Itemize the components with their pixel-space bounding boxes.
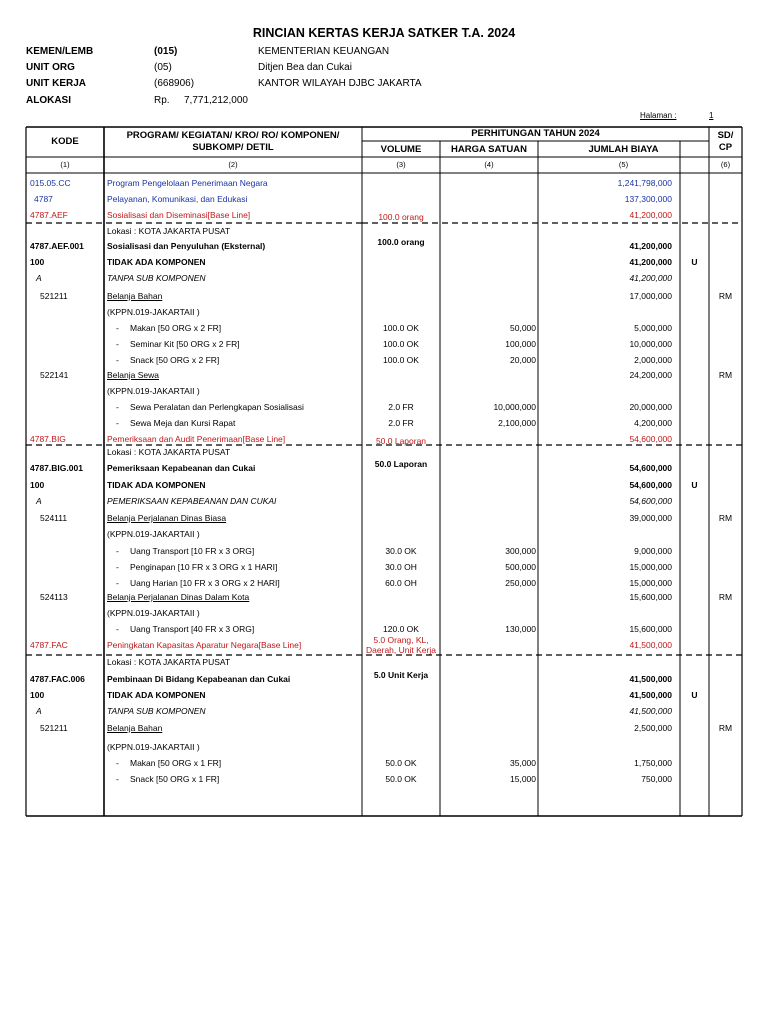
- row-description: Sosialisasi dan Diseminasi[Base Line]: [107, 210, 251, 220]
- row-description: Belanja Perjalanan Dinas Biasa: [107, 513, 227, 523]
- halaman-label: Halaman :: [640, 111, 677, 120]
- row-description: Lokasi : KOTA JAKARTA PUSAT: [107, 447, 231, 457]
- row-jumlah-biaya: 1,241,798,000: [617, 178, 672, 188]
- header-harga-satuan: HARGA SATUAN: [451, 144, 527, 155]
- row-sumber-dana: RM: [718, 513, 733, 523]
- row-description: Snack [50 ORG x 2 FR]: [130, 355, 220, 365]
- row-jumlah-biaya: 5,000,000: [634, 323, 672, 333]
- row-harga-satuan: 2,100,000: [498, 418, 536, 428]
- meta-value: 7,771,212,000: [184, 95, 248, 106]
- row-kode: A: [36, 273, 42, 283]
- row-jumlah-biaya: 17,000,000: [629, 291, 672, 301]
- header-sdcp-line2: CP: [718, 142, 733, 153]
- row-volume: 100.0 orang: [378, 212, 424, 222]
- row-description: Lokasi : KOTA JAKARTA PUSAT: [107, 657, 231, 667]
- row-sumber-dana: U: [691, 690, 698, 700]
- column-number: (4): [484, 160, 494, 169]
- row-description: Uang Harian [10 FR x 3 ORG x 2 HARI]: [130, 578, 280, 588]
- row-kode: 521211: [40, 723, 68, 733]
- row-harga-satuan: 500,000: [505, 562, 536, 572]
- row-sumber-dana: RM: [718, 291, 733, 301]
- row-description: Belanja Sewa: [107, 370, 159, 380]
- row-volume: 50.0 Laporan: [375, 436, 427, 446]
- row-kode: A: [36, 706, 42, 716]
- column-number: (3): [396, 160, 406, 169]
- detail-bullet: -: [116, 339, 119, 349]
- row-description: Pembinaan Di Bidang Kepabeanan dan Cukai: [107, 674, 291, 684]
- row-harga-satuan: 35,000: [510, 758, 536, 768]
- detail-bullet: -: [116, 624, 119, 634]
- row-kode: A: [36, 496, 42, 506]
- row-jumlah-biaya: 4,200,000: [634, 418, 672, 428]
- row-jumlah-biaya: 54,600,000: [629, 434, 672, 444]
- header-program-line1: PROGRAM/ KEGIATAN/ KRO/ RO/ KOMPONEN/: [126, 130, 340, 141]
- row-kode: 4787.AEF.001: [30, 241, 84, 251]
- row-description: Belanja Bahan: [107, 723, 163, 733]
- row-kode: 100: [30, 480, 45, 490]
- meta-code: (05): [154, 62, 172, 73]
- row-jumlah-biaya: 15,600,000: [629, 592, 672, 602]
- row-description: TIDAK ADA KOMPONEN: [107, 690, 206, 700]
- row-volume: 2.0 FR: [388, 402, 414, 412]
- row-jumlah-biaya: 54,600,000: [629, 480, 672, 490]
- column-number: (6): [720, 160, 731, 169]
- row-description: Pemeriksaan Kepabeanan dan Cukai: [107, 463, 256, 473]
- row-volume: 50.0 Laporan: [374, 459, 428, 469]
- row-description: Pelayanan, Komunikasi, dan Edukasi: [107, 194, 248, 204]
- row-jumlah-biaya: 41,500,000: [629, 690, 672, 700]
- row-description: Sosialisasi dan Penyuluhan (Eksternal): [107, 241, 266, 251]
- row-harga-satuan: 130,000: [505, 624, 536, 634]
- meta-value: KANTOR WILAYAH DJBC JAKARTA: [258, 78, 422, 89]
- row-kode: 4787.FAC: [30, 640, 68, 650]
- row-sumber-dana: RM: [718, 370, 733, 380]
- row-kode: 4787.BIG: [30, 434, 66, 444]
- row-description: Belanja Bahan: [107, 291, 163, 301]
- row-volume: 120.0 OK: [383, 624, 419, 634]
- row-harga-satuan: 300,000: [505, 546, 536, 556]
- row-description: PEMERIKSAAN KEPABEANAN DAN CUKAI: [107, 496, 277, 506]
- row-volume: 5.0 Unit Kerja: [373, 670, 429, 680]
- row-description: Sewa Meja dan Kursi Rapat: [130, 418, 236, 428]
- detail-bullet: -: [116, 355, 119, 365]
- row-description: Makan [50 ORG x 1 FR]: [130, 758, 222, 768]
- detail-bullet: -: [116, 774, 119, 784]
- column-number: (1): [60, 160, 70, 169]
- row-description: Pemeriksaan dan Audit Penerimaan[Base Line]: [107, 434, 286, 444]
- row-description: Uang Transport [40 FR x 3 ORG]: [130, 624, 255, 634]
- header-program-line2: SUBKOMP/ DETIL: [192, 142, 274, 153]
- row-jumlah-biaya: 15,000,000: [629, 562, 672, 572]
- row-description: Uang Transport [10 FR x 3 ORG]: [130, 546, 255, 556]
- row-jumlah-biaya: 41,500,000: [629, 674, 672, 684]
- header-perhitungan: PERHITUNGAN TAHUN 2024: [471, 128, 600, 139]
- meta-value: KEMENTERIAN KEUANGAN: [258, 46, 390, 57]
- row-description: Peningkatan Kapasitas Aparatur Negara[Base Line]: [107, 640, 302, 650]
- detail-bullet: -: [116, 758, 119, 768]
- row-harga-satuan: 20,000: [510, 355, 536, 365]
- row-jumlah-biaya: 24,200,000: [629, 370, 672, 380]
- row-jumlah-biaya: 10,000,000: [629, 339, 672, 349]
- row-jumlah-biaya: 41,200,000: [629, 210, 672, 220]
- row-kode: 4787.AEF: [30, 210, 68, 220]
- row-volume: 30.0 OH: [385, 562, 417, 572]
- row-kode: 4787.FAC.006: [30, 674, 85, 684]
- row-description: (KPPN.019-JAKARTAII ): [107, 742, 200, 752]
- row-kode: 524111: [40, 513, 68, 523]
- row-volume: 2.0 FR: [388, 418, 414, 428]
- row-jumlah-biaya: 1,750,000: [634, 758, 672, 768]
- meta-code: Rp.: [154, 95, 170, 106]
- meta-code: (668906): [154, 78, 195, 89]
- row-harga-satuan: 100,000: [505, 339, 536, 349]
- row-jumlah-biaya: 41,200,000: [629, 257, 672, 267]
- row-jumlah-biaya: 750,000: [641, 774, 672, 784]
- row-jumlah-biaya: 41,200,000: [629, 273, 672, 283]
- row-jumlah-biaya: 54,600,000: [629, 463, 672, 473]
- header-jumlah-biaya: JUMLAH BIAYA: [588, 144, 659, 155]
- row-kode: 015.05.CC: [30, 178, 71, 188]
- row-jumlah-biaya: 15,600,000: [629, 624, 672, 634]
- row-jumlah-biaya: 137,300,000: [624, 194, 672, 204]
- row-description: (KPPN.019-JAKARTAII ): [107, 307, 200, 317]
- row-volume: 100.0 OK: [383, 323, 419, 333]
- row-harga-satuan: 250,000: [505, 578, 536, 588]
- row-description: Snack [50 ORG x 1 FR]: [130, 774, 220, 784]
- row-harga-satuan: 10,000,000: [493, 402, 536, 412]
- row-harga-satuan: 15,000: [510, 774, 536, 784]
- row-jumlah-biaya: 9,000,000: [634, 546, 672, 556]
- row-volume: 50.0 OK: [385, 774, 417, 784]
- detail-bullet: -: [116, 402, 119, 412]
- meta-label: KEMEN/LEMB: [26, 46, 94, 57]
- row-kode: 524113: [40, 592, 68, 602]
- row-volume: 100.0 OK: [383, 355, 419, 365]
- header-kode: KODE: [51, 136, 79, 147]
- row-description: Seminar Kit [50 ORG x 2 FR]: [130, 339, 240, 349]
- row-sumber-dana: U: [691, 480, 698, 490]
- row-jumlah-biaya: 41,500,000: [629, 640, 672, 650]
- row-sumber-dana: RM: [718, 592, 733, 602]
- row-jumlah-biaya: 2,000,000: [634, 355, 672, 365]
- meta-code: (015): [154, 46, 178, 57]
- row-jumlah-biaya: 39,000,000: [629, 513, 672, 523]
- meta-label: UNIT KERJA: [26, 78, 87, 89]
- header-sdcp-line1: SD/: [717, 130, 734, 141]
- row-description: Lokasi : KOTA JAKARTA PUSAT: [107, 226, 231, 236]
- row-sumber-dana: U: [691, 257, 698, 267]
- row-description: Sewa Peralatan dan Perlengkapan Sosialisasi: [130, 402, 304, 412]
- row-description: Makan [50 ORG x 2 FR]: [130, 323, 222, 333]
- row-description: (KPPN.019-JAKARTAII ): [107, 529, 200, 539]
- row-description: Penginapan [10 FR x 3 ORG x 1 HARI]: [130, 562, 278, 572]
- detail-bullet: -: [116, 562, 119, 572]
- detail-bullet: -: [116, 546, 119, 556]
- row-volume: 100.0 OK: [383, 339, 419, 349]
- row-jumlah-biaya: 41,500,000: [629, 706, 672, 716]
- row-kode: 521211: [40, 291, 68, 301]
- row-volume: 5.0 Orang, KL, Daerah, Unit Kerja: [366, 635, 436, 655]
- detail-bullet: -: [116, 323, 119, 333]
- row-description: TANPA SUB KOMPONEN: [107, 273, 206, 283]
- row-description: TANPA SUB KOMPONEN: [107, 706, 206, 716]
- row-kode: 4787: [34, 194, 53, 204]
- row-harga-satuan: 50,000: [510, 323, 536, 333]
- row-jumlah-biaya: 20,000,000: [629, 402, 672, 412]
- row-kode: 522141: [40, 370, 69, 380]
- row-description: (KPPN.019-JAKARTAII ): [107, 608, 200, 618]
- row-description: Belanja Perjalanan Dinas Dalam Kota: [107, 592, 250, 602]
- row-description: Program Pengelolaan Penerimaan Negara: [107, 178, 268, 188]
- halaman-value: 1: [709, 111, 714, 120]
- row-jumlah-biaya: 41,200,000: [629, 241, 672, 251]
- header-volume: VOLUME: [380, 144, 422, 155]
- detail-bullet: -: [116, 578, 119, 588]
- row-volume: 60.0 OH: [385, 578, 417, 588]
- row-volume: 100.0 orang: [377, 237, 425, 247]
- row-kode: 4787.BIG.001: [30, 463, 83, 473]
- detail-bullet: -: [116, 418, 119, 428]
- column-number: (5): [618, 160, 629, 169]
- column-number: (2): [228, 160, 238, 169]
- meta-label: UNIT ORG: [26, 62, 75, 73]
- row-jumlah-biaya: 54,600,000: [629, 496, 672, 506]
- row-kode: 100: [30, 690, 45, 700]
- row-description: TIDAK ADA KOMPONEN: [107, 257, 206, 267]
- row-kode: 100: [30, 257, 45, 267]
- meta-value: Ditjen Bea dan Cukai: [258, 62, 352, 73]
- document-title: RINCIAN KERTAS KERJA SATKER T.A. 2024: [252, 26, 516, 40]
- row-description: (KPPN.019-JAKARTAII ): [107, 386, 200, 396]
- row-jumlah-biaya: 15,000,000: [629, 578, 672, 588]
- row-volume: 30.0 OK: [385, 546, 417, 556]
- row-description: TIDAK ADA KOMPONEN: [107, 480, 206, 490]
- row-volume: 50.0 OK: [385, 758, 417, 768]
- row-jumlah-biaya: 2,500,000: [634, 723, 672, 733]
- meta-label: ALOKASI: [26, 95, 71, 106]
- row-sumber-dana: RM: [718, 723, 733, 733]
